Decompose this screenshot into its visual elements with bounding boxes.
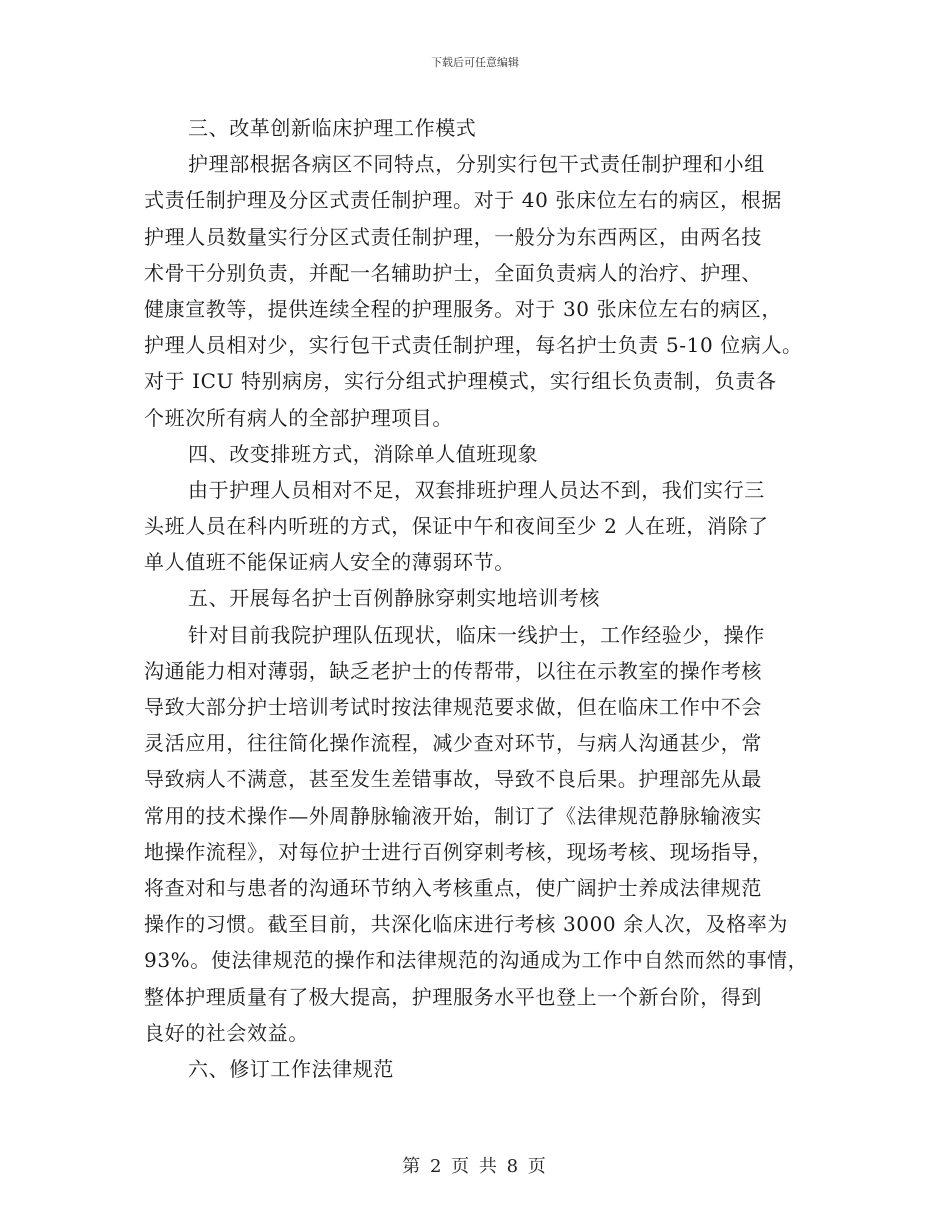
- paragraph-line: 良好的社会效益。: [144, 1020, 309, 1045]
- paragraph-line: 单人值班不能保证病人安全的薄弱环节。: [144, 550, 515, 575]
- paragraph-line: 灵活应用，往往简化操作流程，减少查对环节，与病人沟通甚少，常: [144, 731, 762, 756]
- paragraph-line: 护理部根据各病区不同特点，分别实行包干式责任制护理和小组: [188, 152, 765, 177]
- paragraph-line: 护理人员数量实行分区式责任制护理，一般分为东西两区，由两名技: [144, 224, 762, 249]
- paragraph-line: 93%。使法律规范的操作和法律规范的沟通成为工作中自然而然的事情，: [144, 948, 809, 973]
- page-header: 下载后可任意编辑: [431, 56, 519, 69]
- section-heading-4: 四、改变排班方式，消除单人值班现象: [188, 441, 539, 466]
- section-heading-5: 五、开展每名护士百例静脉穿刺实地培训考核: [188, 586, 600, 611]
- paragraph-line: 针对目前我院护理队伍现状，临床一线护士，工作经验少，操作: [188, 622, 765, 647]
- paragraph-line: 沟通能力相对薄弱，缺乏老护士的传帮带，以往在示教室的操作考核: [144, 658, 762, 683]
- section-heading-3: 三、改革创新临床护理工作模式: [188, 116, 477, 140]
- paragraph-line: 个班次所有病人的全部护理项目。: [144, 405, 453, 430]
- paragraph-line: 头班人员在科内听班的方式，保证中午和夜间至少 2 人在班，消除了: [144, 514, 769, 539]
- paragraph-line: 操作的习惯。截至目前，共深化临床进行考核 3000 余人次，及格率为: [144, 912, 789, 937]
- paragraph-line: 地操作流程》，对每位护士进行百例穿刺考核，现场考核、现场指导，: [144, 839, 773, 864]
- paragraph-line: 将查对和与患者的沟通环节纳入考核重点，使广阔护士养成法律规范: [144, 875, 762, 900]
- section-heading-6: 六、修订工作法律规范: [188, 1056, 394, 1081]
- paragraph-line: 整体护理质量有了极大提高，护理服务水平也登上一个新台阶，得到: [144, 984, 762, 1009]
- paragraph-line: 由于护理人员相对不足，双套排班护理人员达不到，我们实行三: [188, 477, 765, 502]
- paragraph-line: 导致病人不满意，甚至发生差错事故，导致不良后果。护理部先从最: [144, 767, 762, 792]
- paragraph-line: 健康宣教等，提供连续全程的护理服务。对于 30 张床位左右的病区，: [144, 296, 782, 321]
- document-body: [144, 110, 834, 1087]
- paragraph-line: 对于 ICU 特别病房，实行分组式护理模式，实行组长负责制，负责各: [144, 369, 777, 394]
- paragraph-line: 式责任制护理及分区式责任制护理。对于 40 张床位左右的病区，根据: [144, 188, 782, 213]
- paragraph-line: 术骨干分别负责，并配一名辅助护士，全面负责病人的治疗、护理、: [144, 260, 762, 285]
- paragraph-line: 护理人员相对少，实行包干式责任制护理，每名护士负责 5-10 位病人。: [144, 333, 803, 358]
- paragraph-line: 导致大部分护士培训考试时按法律规范要求做，但在临床工作中不会: [144, 695, 762, 719]
- paragraph-line: 常用的技术操作—外周静脉输液开始，制订了《法律规范静脉输液实: [144, 803, 762, 828]
- page-footer: 第 2 页 共 8 页: [402, 1156, 548, 1177]
